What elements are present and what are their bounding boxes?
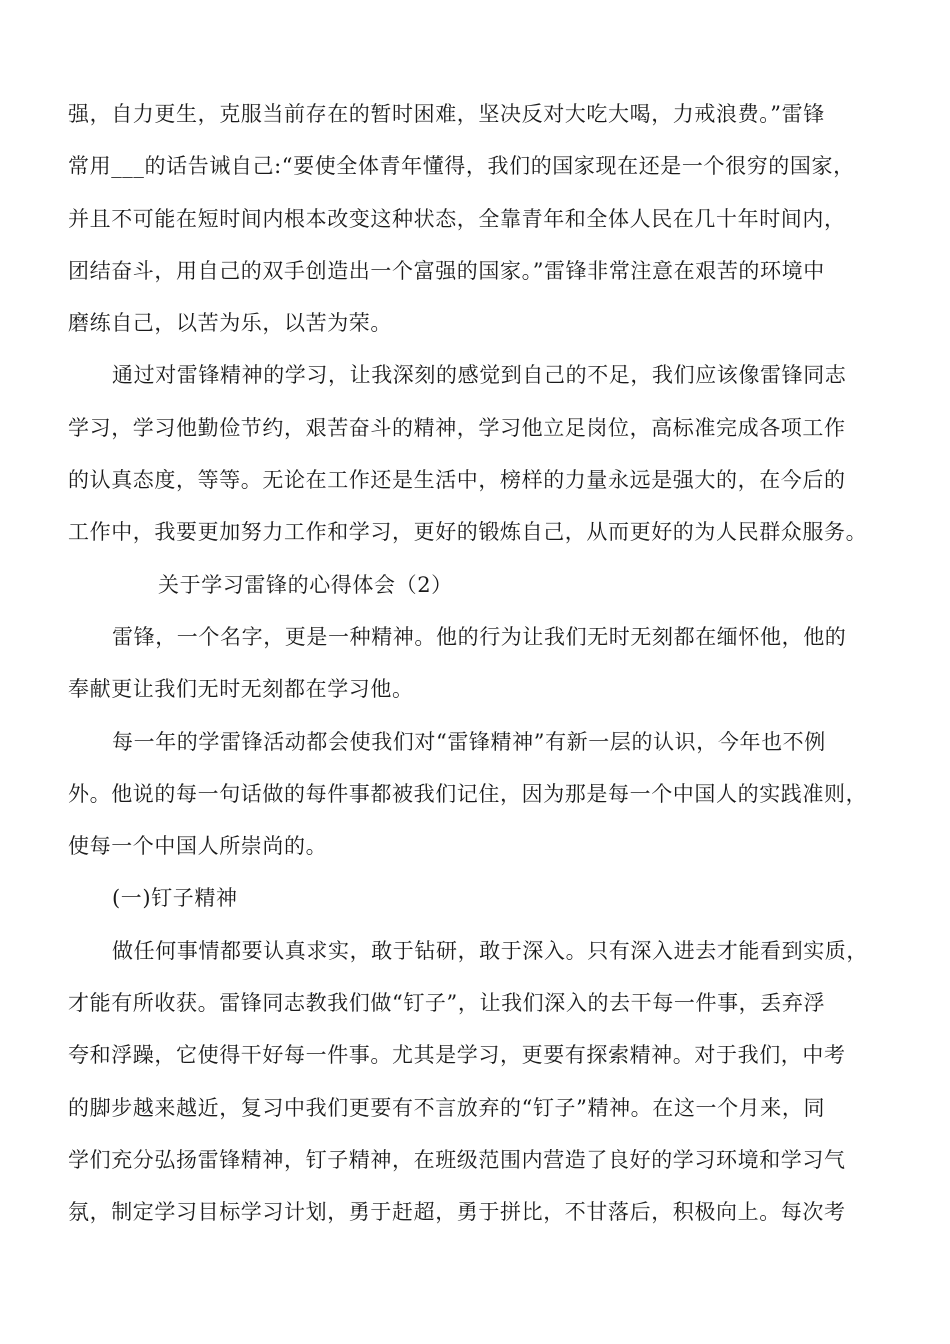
subsection-heading xyxy=(68,872,888,924)
text-line: 做任何事情都要认真求实，敢于钻研，敢于深入。只有深入进去才能看到实质， xyxy=(112,938,868,963)
text-line: 使每一个中国人所崇尚的。 xyxy=(68,834,328,859)
text-line: 磨练自己，以苦为乐，以苦为荣。 xyxy=(68,311,392,336)
paragraph-annual-activity xyxy=(68,716,888,873)
paragraph-learning-reflection xyxy=(68,349,888,558)
text-line: 团结奋斗，用自己的双手创造出一个富强的国家。”雷锋非常注意在艰苦的环境中 xyxy=(68,258,825,283)
document-body xyxy=(68,88,888,1239)
text-line: 的脚步越来越近，复习中我们更要有不言放弃的“钉子”精神。在这一个月来，同 xyxy=(68,1095,826,1120)
text-line: 常用___的话告诫自己:“要使全体青年懂得，我们的国家现在还是一个很穷的国家， xyxy=(68,154,855,179)
text-line: 工作中，我要更加努力工作和学习，更好的锻炼自己，从而更好的为人民群众服务。 xyxy=(68,520,868,545)
text-line: 强，自力更生，克服当前存在的暂时困难，坚决反对大吃大喝，力戒浪费。”雷锋 xyxy=(68,102,825,126)
text-line: 雷锋，一个名字，更是一种精神。他的行为让我们无时无刻都在缅怀他，他的 xyxy=(112,624,847,649)
paragraph-nail-spirit xyxy=(68,925,888,1239)
text-line: 的认真态度，等等。无论在工作还是生活中，榜样的力量永远是强大的，在今后的 xyxy=(68,468,846,493)
text-line: 奉献更让我们无时无刻都在学习他。 xyxy=(68,677,414,702)
section-title: 关于学习雷锋的心得体会（2） xyxy=(158,572,453,597)
text-line: 通过对雷锋精神的学习，让我深刻的感觉到自己的不足，我们应该像雷锋同志 xyxy=(112,363,847,388)
text-line: 氛，制定学习目标学习计划，勇于赶超，勇于拼比，不甘落后，积极向上。每次考 xyxy=(68,1200,846,1225)
section-heading xyxy=(68,559,888,611)
paragraph-leifeng-name xyxy=(68,611,888,716)
text-line: 学们充分弘扬雷锋精神，钉子精神，在班级范围内营造了良好的学习环境和学习气 xyxy=(68,1147,846,1172)
text-line: 夸和浮躁，它使得干好每一件事。尤其是学习，更要有探索精神。对于我们，中考 xyxy=(68,1043,846,1068)
subsection-title: (一)钉子精神 xyxy=(112,886,238,911)
text-line: 才能有所收获。雷锋同志教我们做“钉子”，让我们深入的去干每一件事，丢弃浮 xyxy=(68,991,826,1016)
text-line: 学习，学习他勤俭节约，艰苦奋斗的精神，学习他立足岗位，高标准完成各项工作 xyxy=(68,415,846,440)
paragraph-leifeng-frugality xyxy=(68,88,888,349)
text-line: 外。他说的每一句话做的每件事都被我们记住，因为那是每一个中国人的实践准则， xyxy=(68,781,868,806)
text-line: 并且不可能在短时间内根本改变这种状态，全靠青年和全体人民在几十年时间内， xyxy=(68,206,846,231)
text-line: 每一年的学雷锋活动都会使我们对“雷锋精神”有新一层的认识，今年也不例 xyxy=(112,729,826,754)
